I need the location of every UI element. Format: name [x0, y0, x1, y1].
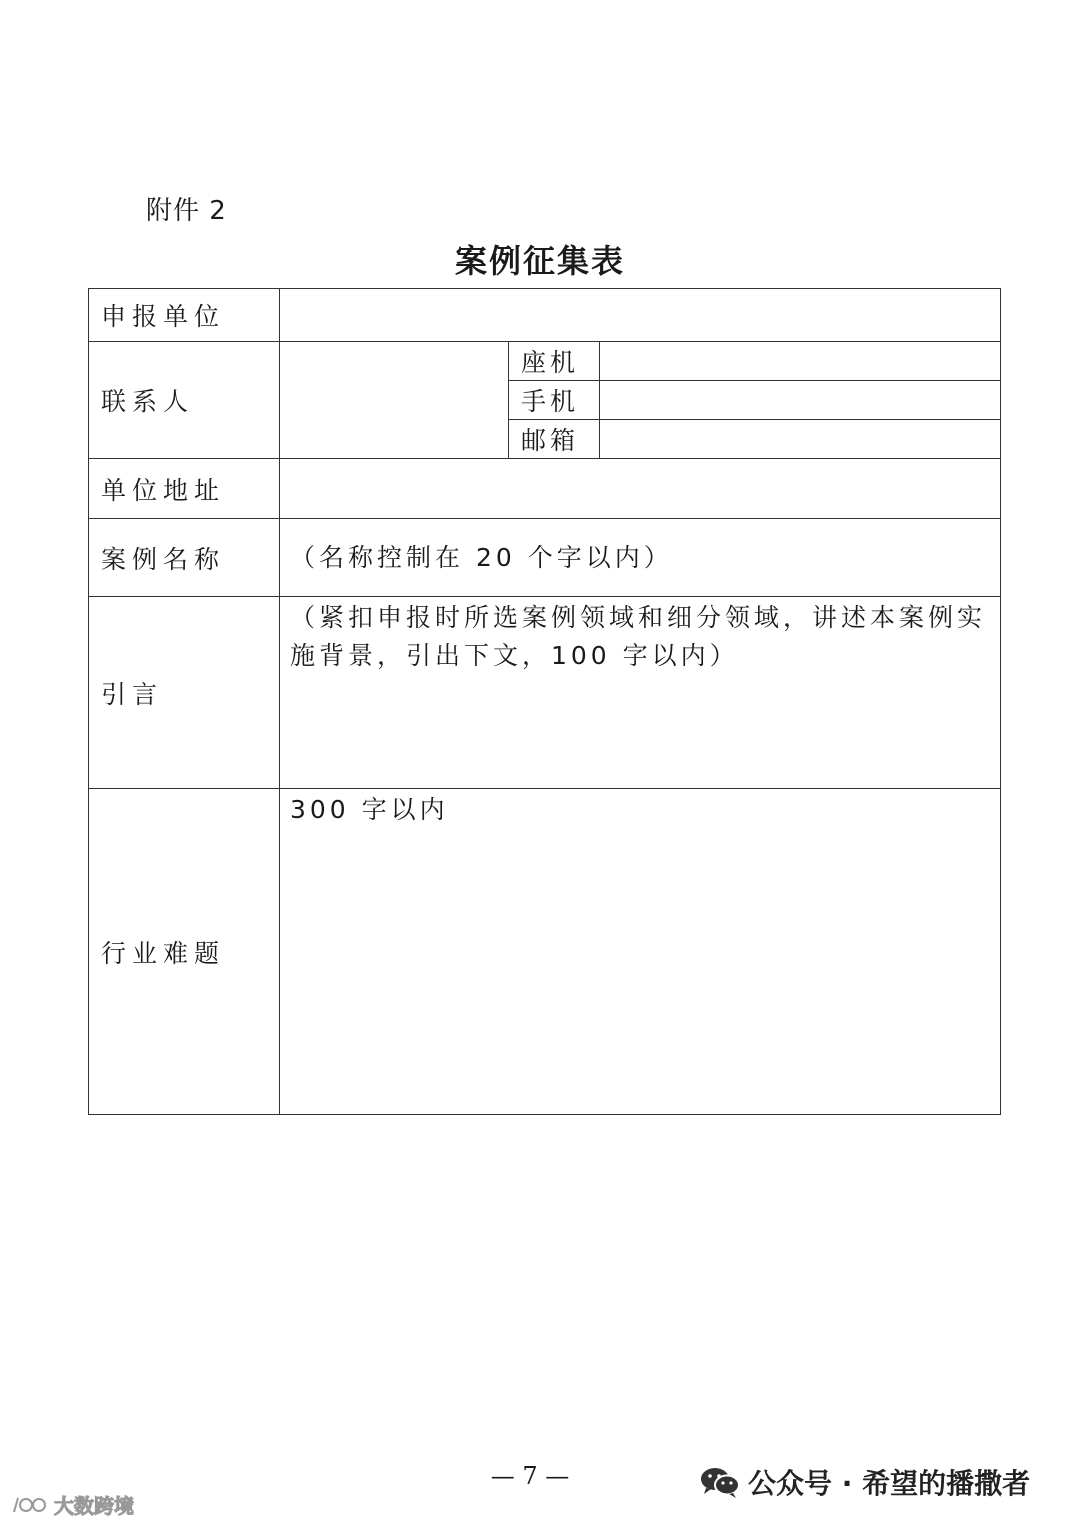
address-field[interactable] [280, 459, 1001, 519]
case-name-row [89, 519, 1001, 597]
introduction-row [89, 597, 1001, 789]
document-title: 案例征集表 [454, 242, 625, 280]
wechat-icon [700, 1465, 740, 1499]
contact-row [89, 342, 1001, 381]
unit-row [89, 289, 1001, 342]
email-field[interactable] [600, 420, 1001, 459]
wechat-account-mark [700, 1462, 1030, 1502]
industry-problem-field[interactable]: 300 字以内 [280, 789, 1001, 1115]
introduction-label: 引言 [89, 597, 280, 789]
address-label: 单位地址 [89, 459, 280, 519]
landline-label: 座机 [509, 342, 600, 381]
attachment-label: 附件 2 [146, 196, 227, 226]
watermark [10, 1490, 134, 1519]
case-name-label: 案例名称 [89, 519, 280, 597]
case-collection-form [88, 288, 1001, 1115]
address-row [89, 459, 1001, 519]
landline-field[interactable] [600, 342, 1001, 381]
watermark-text: 大数跨境 [54, 1494, 134, 1518]
page-number: — 7 — [490, 1462, 570, 1490]
introduction-field[interactable]: （紧扣申报时所选案例领域和细分领域，讲述本案例实施背景，引出下文，100 字以内） [280, 597, 1001, 789]
industry-problem-label: 行业难题 [89, 789, 280, 1115]
contact-name-field[interactable] [280, 342, 509, 459]
case-name-field[interactable]: （名称控制在 20 个字以内） [280, 519, 1001, 597]
contact-label: 联系人 [89, 342, 280, 459]
unit-field[interactable] [280, 289, 1001, 342]
industry-problem-row [89, 789, 1001, 1115]
wechat-account-text: 公众号 · 希望的播撒者 [748, 1467, 1031, 1500]
mobile-field[interactable] [600, 381, 1001, 420]
mobile-label: 手机 [509, 381, 600, 420]
email-label: 邮箱 [509, 420, 600, 459]
unit-label: 申报单位 [89, 289, 280, 342]
cross-border-logo-icon [10, 1494, 50, 1516]
